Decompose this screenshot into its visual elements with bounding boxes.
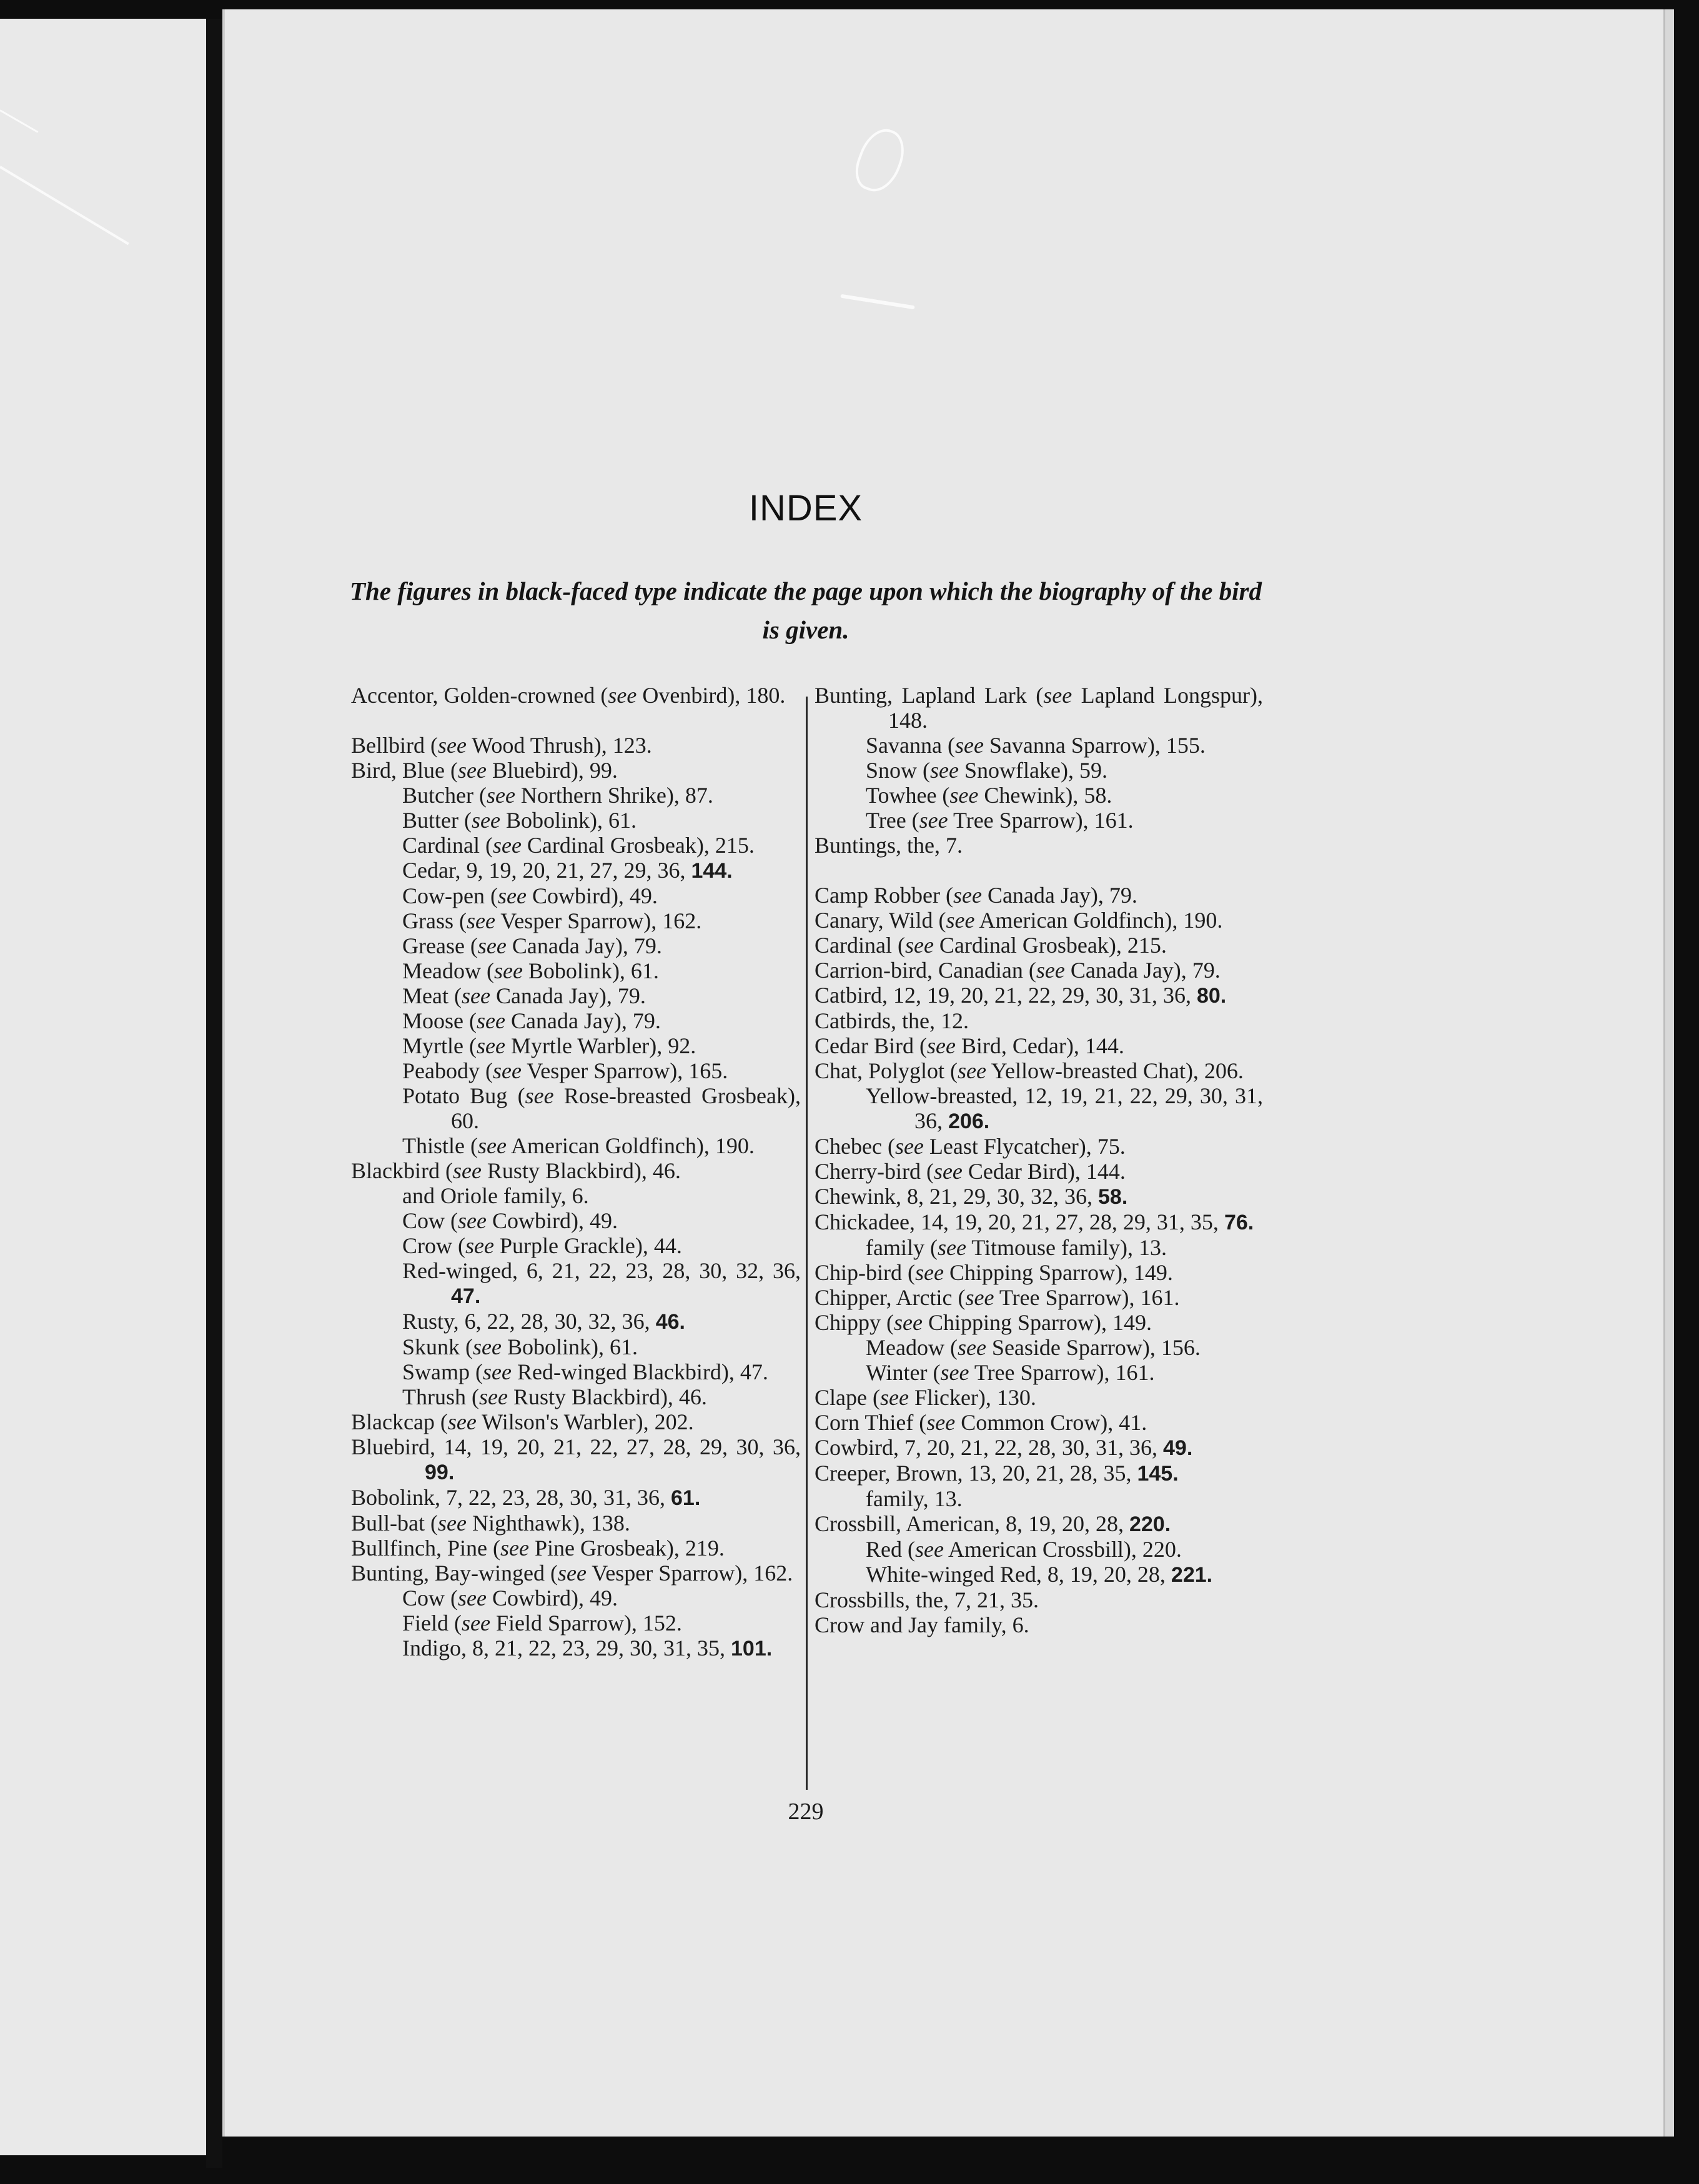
entry-text: Bird, Blue ( [351, 758, 458, 783]
entry-text: Savanna Sparrow), 155. [983, 733, 1206, 758]
entry-text: Field Sparrow), 152. [490, 1611, 682, 1636]
see-reference: see [473, 1334, 502, 1359]
index-subentry [351, 1133, 801, 1158]
see-reference: see [477, 1008, 505, 1033]
entry-text: White-winged Red, 8, 19, 20, 28, [866, 1562, 1171, 1587]
see-reference: see [478, 1384, 508, 1409]
entry-text: Cedar Bird), 144. [962, 1159, 1126, 1184]
entry-text: Bluebird, 14, 19, 20, 21, 22, 27, 28, 29, 30, 36, [351, 1434, 801, 1459]
index-subentry [351, 833, 801, 858]
facing-page [0, 19, 206, 2155]
index-subentry [815, 783, 1263, 808]
index-subentry [351, 1334, 801, 1359]
index-subentry [815, 808, 1263, 833]
entry-text: Common Crow), 41. [955, 1410, 1147, 1435]
index-entry [815, 1435, 1263, 1461]
index-subentry [351, 858, 801, 883]
see-reference: see [557, 1561, 587, 1586]
entry-text: Grease ( [402, 933, 478, 958]
see-reference: see [471, 808, 500, 833]
entry-text: Bobolink), 61. [500, 808, 637, 833]
index-subentry [815, 1537, 1263, 1562]
entry-text: Butcher ( [402, 783, 487, 808]
scan-scratch [0, 109, 38, 133]
see-reference: see [525, 1083, 554, 1108]
index-subentry [351, 1233, 801, 1258]
index-entry [815, 1033, 1263, 1058]
entry-text: Cardinal Grosbeak), 215. [521, 833, 755, 858]
index-subentry [351, 1384, 801, 1409]
entry-text: Indigo, 8, 21, 22, 23, 29, 30, 31, 35, [402, 1636, 731, 1660]
book-gutter [206, 19, 222, 2168]
index-subentry [351, 1258, 801, 1309]
entry-text: Canada Jay), 79. [1064, 958, 1221, 983]
entry-text: Peabody ( [402, 1058, 493, 1083]
entry-text: Field ( [402, 1611, 462, 1636]
entry-text: Cowbird, 7, 20, 21, 22, 28, 30, 31, 36, [815, 1435, 1163, 1460]
index-subentry [351, 883, 801, 908]
see-reference: see [953, 883, 982, 908]
entry-text: Red ( [866, 1537, 915, 1562]
entry-text: Crossbills, the, 7, 21, 35. [815, 1587, 1039, 1612]
entry-text: Red-winged, 6, 21, 22, 23, 28, 30, 32, 36, [402, 1258, 801, 1283]
entry-text: Blackcap ( [351, 1409, 448, 1434]
index-subentry [815, 758, 1263, 783]
index-entry [351, 1561, 801, 1586]
entry-text: Chebec ( [815, 1134, 895, 1159]
entry-text: Tree Sparrow), 161. [994, 1285, 1180, 1310]
index-subentry [351, 958, 801, 983]
entry-text: Bull-bat ( [351, 1511, 438, 1536]
page-number: 229 [788, 1799, 824, 1825]
entry-text: Corn Thief ( [815, 1410, 927, 1435]
entry-text: Canada Jay), 79. [490, 983, 646, 1008]
see-reference: see [926, 1410, 956, 1435]
see-reference: see [483, 1359, 512, 1384]
index-subentry [351, 933, 801, 958]
index-entry [815, 1285, 1263, 1310]
index-subentry [351, 983, 801, 1008]
index-note: The figures in black-faced type indicate the page upon which the biography of the bird is given. [350, 577, 1262, 644]
index-entry [815, 1612, 1263, 1637]
index-subentry [351, 808, 801, 833]
entry-text: Rusty, 6, 22, 28, 30, 32, 36, [402, 1309, 656, 1334]
see-reference: see [919, 808, 948, 833]
see-reference: see [904, 933, 934, 958]
see-reference: see [608, 683, 637, 708]
index-subentry [815, 1235, 1263, 1260]
see-reference: see [461, 983, 490, 1008]
see-reference: see [497, 883, 527, 908]
entry-text: Canada Jay), 79. [505, 1008, 661, 1033]
entry-text: Chewink), 58. [978, 783, 1112, 808]
entry-text: Meadow ( [866, 1335, 958, 1360]
entry-text: Cow ( [402, 1208, 458, 1233]
index-entry [351, 1485, 801, 1511]
index-subentry [351, 1611, 801, 1636]
entry-text: American Goldfinch), 190. [506, 1133, 755, 1158]
page-edge [1663, 9, 1674, 2137]
index-entry [815, 983, 1263, 1008]
see-reference: see [958, 1058, 986, 1083]
entry-text: family, 13. [866, 1486, 963, 1511]
index-entry [351, 1409, 801, 1434]
biography-page: 46. [655, 1310, 685, 1334]
entry-text: Winter ( [866, 1360, 941, 1385]
index-subentry [815, 1360, 1263, 1385]
entry-text: Cowbird), 49. [526, 883, 658, 908]
see-reference: see [957, 1335, 986, 1360]
entry-text: Chipper, Arctic ( [815, 1285, 966, 1310]
entry-text: Northern Shrike), 87. [515, 783, 713, 808]
index-subentry [351, 1058, 801, 1083]
see-reference: see [946, 908, 975, 933]
column-rule [806, 697, 808, 1790]
index-entry [815, 1058, 1263, 1083]
entry-text: Meat ( [402, 983, 462, 1008]
entry-text: Chipping Sparrow), 149. [943, 1260, 1173, 1285]
see-reference: see [940, 1360, 969, 1385]
entry-text: Bird, Cedar), 144. [955, 1033, 1124, 1058]
entry-text: Cardinal Grosbeak), 215. [933, 933, 1167, 958]
biography-page: 101. [731, 1637, 773, 1660]
see-reference: see [486, 783, 515, 808]
biography-page: 80. [1196, 984, 1227, 1008]
entry-text: Chat, Polyglot ( [815, 1058, 958, 1083]
index-subentry [351, 908, 801, 933]
index-entry [815, 1310, 1263, 1335]
entry-text: Pine Grosbeak), 219. [528, 1536, 725, 1561]
entry-text: Purple Grackle), 44. [493, 1233, 682, 1258]
see-reference: see [466, 908, 495, 933]
see-reference: see [458, 1586, 487, 1611]
index-columns [351, 683, 1263, 1789]
see-reference: see [933, 1159, 963, 1184]
see-reference: see [477, 1133, 507, 1158]
entry-text: Towhee ( [866, 783, 950, 808]
biography-page: 206. [948, 1109, 990, 1133]
entry-text: Thrush ( [402, 1384, 479, 1409]
index-entry [815, 1260, 1263, 1285]
entry-text: Snow ( [866, 758, 931, 783]
index-entry [815, 883, 1263, 908]
entry-text: and Oriole family, 6. [402, 1183, 589, 1208]
entry-text: Canary, Wild ( [815, 908, 946, 933]
entry-text: Rusty Blackbird), 46. [481, 1158, 681, 1183]
see-reference: see [452, 1158, 482, 1183]
entry-text: Rose-breasted Grosbeak), 60. [451, 1083, 801, 1133]
entry-text: Seaside Sparrow), 156. [986, 1335, 1201, 1360]
entry-text: Flicker), 130. [908, 1385, 1036, 1410]
entry-text: Cardinal ( [402, 833, 493, 858]
biography-page: 61. [671, 1486, 701, 1510]
entry-text: Savanna ( [866, 733, 955, 758]
entry-text: Cherry-bird ( [815, 1159, 934, 1184]
entry-text: Red-winged Blackbird), 47. [511, 1359, 768, 1384]
entry-text: Butter ( [402, 808, 472, 833]
entry-text: Myrtle ( [402, 1033, 477, 1058]
entry-text: Wood Thrush), 123. [466, 733, 652, 758]
entry-text: Chewink, 8, 21, 29, 30, 32, 36, [815, 1184, 1098, 1209]
entry-text: Grass ( [402, 908, 467, 933]
entry-text: Cedar, 9, 19, 20, 21, 27, 29, 36, [402, 858, 691, 883]
entry-text: Yellow-breasted, 12, 19, 21, 22, 29, 30, 31, 36, [866, 1083, 1263, 1133]
index-entry [815, 958, 1263, 983]
see-reference: see [437, 1511, 467, 1536]
see-reference: see [894, 1310, 923, 1335]
entry-text: Cowbird), 49. [486, 1208, 618, 1233]
see-reference: see [937, 1235, 966, 1260]
index-subentry [815, 1486, 1263, 1511]
entry-text: Tree Sparrow), 161. [969, 1360, 1155, 1385]
entry-text: Moose ( [402, 1008, 477, 1033]
index-entry [351, 1158, 801, 1183]
entry-text: Bluebird), 99. [486, 758, 618, 783]
entry-text: Myrtle Warbler), 92. [505, 1033, 696, 1058]
entry-text: Camp Robber ( [815, 883, 953, 908]
index-column-left [351, 683, 801, 1661]
entry-text: Least Flycatcher), 75. [923, 1134, 1126, 1159]
index-entry [815, 1587, 1263, 1612]
index-entry [815, 833, 1263, 858]
index-subentry [815, 1083, 1263, 1134]
entry-text: Chipping Sparrow), 149. [922, 1310, 1152, 1335]
entry-text: Bunting, Bay-winged ( [351, 1561, 558, 1586]
biography-page: 49. [1163, 1436, 1193, 1460]
index-entry [815, 933, 1263, 958]
index-entry [351, 683, 801, 708]
entry-text: Bobolink), 61. [501, 1334, 638, 1359]
entry-text: Snowflake), 59. [958, 758, 1107, 783]
entry-text: Meadow ( [402, 958, 494, 983]
index-subentry [351, 1008, 801, 1033]
index-entry [815, 1159, 1263, 1184]
entry-text: Bobolink, 7, 22, 23, 28, 30, 31, 36, [351, 1485, 671, 1510]
see-reference: see [949, 783, 979, 808]
index-entry [815, 1511, 1263, 1537]
see-reference: see [493, 958, 523, 983]
see-reference: see [447, 1409, 477, 1434]
entry-text: Chip-bird ( [815, 1260, 915, 1285]
index-subentry [351, 783, 801, 808]
entry-text: Ovenbird), 180. [637, 683, 786, 708]
entry-text: Tree Sparrow), 161. [948, 808, 1134, 833]
index-entry [351, 733, 801, 758]
entry-text: Creeper, Brown, 13, 20, 21, 28, 35, [815, 1461, 1137, 1486]
see-reference: see [1043, 683, 1072, 708]
index-entry [351, 1511, 801, 1536]
page-title: INDEX [748, 488, 863, 529]
see-reference: see [492, 1058, 522, 1083]
entry-text: Accentor, Golden-crowned ( [351, 683, 608, 708]
see-reference: see [458, 1208, 487, 1233]
see-reference: see [894, 1134, 924, 1159]
entry-text: Blackbird ( [351, 1158, 453, 1183]
entry-text: Crossbill, American, 8, 19, 20, 28, [815, 1511, 1129, 1536]
index-subentry [351, 1183, 801, 1208]
entry-text: Bellbird ( [351, 733, 438, 758]
biography-page: 58. [1098, 1185, 1128, 1209]
see-reference: see [965, 1285, 994, 1310]
entry-text: Tree ( [866, 808, 919, 833]
index-entry [815, 1209, 1263, 1235]
index-entry [815, 1385, 1263, 1410]
index-entry [815, 908, 1263, 933]
index-entry [815, 1184, 1263, 1209]
entry-text: Skunk ( [402, 1334, 473, 1359]
see-reference: see [954, 733, 984, 758]
entry-text: Lapland Longspur), 148. [888, 683, 1263, 733]
index-entry [815, 1461, 1263, 1486]
biography-page: 220. [1129, 1512, 1171, 1536]
biography-page: 99. [425, 1461, 455, 1484]
entry-text: Swamp ( [402, 1359, 483, 1384]
see-reference: see [465, 1233, 494, 1258]
index-subentry [351, 1309, 801, 1334]
see-reference: see [879, 1385, 909, 1410]
entry-text: Bullfinch, Pine ( [351, 1536, 500, 1561]
index-entry [351, 1434, 801, 1485]
see-reference: see [476, 1033, 505, 1058]
index-subentry [351, 1359, 801, 1384]
entry-text: Cowbird), 49. [486, 1586, 618, 1611]
see-reference: see [457, 758, 487, 783]
entry-text: Chickadee, 14, 19, 20, 21, 27, 28, 29, 31, 35, [815, 1209, 1224, 1234]
entry-text: Titmouse family), 13. [966, 1235, 1167, 1260]
entry-text: Yellow-breasted Chat), 206. [986, 1058, 1244, 1083]
index-subentry [351, 1208, 801, 1233]
scan-scratch [0, 166, 129, 245]
index-subentry [815, 733, 1263, 758]
biography-page: 76. [1224, 1211, 1254, 1234]
see-reference: see [500, 1536, 529, 1561]
entry-text: Buntings, the, 7. [815, 833, 963, 858]
biography-page: 47. [451, 1284, 481, 1308]
entry-text: Vesper Sparrow), 162. [586, 1561, 793, 1586]
entry-text: Carrion-bird, Canadian ( [815, 958, 1036, 983]
entry-text: American Crossbill), 220. [943, 1537, 1182, 1562]
entry-text: Nighthawk), 138. [466, 1511, 630, 1536]
entry-text: Cow-pen ( [402, 883, 498, 908]
entry-text: Bobolink), 61. [522, 958, 659, 983]
entry-text: Rusty Blackbird), 46. [507, 1384, 707, 1409]
see-reference: see [492, 833, 522, 858]
see-reference: see [914, 1537, 944, 1562]
entry-text: Crow and Jay family, 6. [815, 1612, 1029, 1637]
index-column-right [815, 683, 1263, 1637]
see-reference: see [477, 933, 507, 958]
entry-text: Vesper Sparrow), 165. [521, 1058, 728, 1083]
biography-page: 221. [1171, 1563, 1213, 1587]
index-subentry [351, 1586, 801, 1611]
entry-text: Cedar Bird ( [815, 1033, 927, 1058]
entry-text: Clape ( [815, 1385, 880, 1410]
see-reference: see [437, 733, 467, 758]
entry-text: family ( [866, 1235, 938, 1260]
index-subentry [351, 1636, 801, 1661]
entry-text: Canada Jay), 79. [506, 933, 662, 958]
entry-text: Catbirds, the, 12. [815, 1008, 969, 1033]
entry-text: Crow ( [402, 1233, 465, 1258]
index-subentry [815, 1562, 1263, 1587]
index-subentry [815, 1335, 1263, 1360]
index-entry [351, 1536, 801, 1561]
entry-text: Canada Jay), 79. [981, 883, 1137, 908]
see-reference: see [462, 1611, 490, 1636]
biography-page: 144. [691, 859, 733, 883]
index-entry [815, 683, 1263, 733]
entry-text: Potato Bug ( [402, 1083, 525, 1108]
see-reference: see [1036, 958, 1065, 983]
index-entry [815, 1008, 1263, 1033]
entry-text: American Goldfinch), 190. [974, 908, 1223, 933]
see-reference: see [926, 1033, 956, 1058]
entry-text: Cow ( [402, 1586, 458, 1611]
index-subentry [351, 1033, 801, 1058]
scan-mark [840, 294, 914, 310]
see-reference: see [930, 758, 959, 783]
entry-text: Vesper Sparrow), 162. [495, 908, 702, 933]
index-entry [815, 1410, 1263, 1435]
index-entry [815, 1134, 1263, 1159]
scan-mark [849, 122, 911, 197]
entry-text: Cardinal ( [815, 933, 905, 958]
entry-text: Chippy ( [815, 1310, 894, 1335]
entry-text: Catbird, 12, 19, 20, 21, 22, 29, 30, 31, 36, [815, 983, 1197, 1008]
biography-page: 145. [1137, 1462, 1179, 1486]
entry-text: Wilson's Warbler), 202. [476, 1409, 694, 1434]
index-subentry [351, 1083, 801, 1133]
index-entry [351, 758, 801, 783]
entry-text: Thistle ( [402, 1133, 478, 1158]
entry-text: Bunting, Lapland Lark ( [815, 683, 1044, 708]
see-reference: see [914, 1260, 944, 1285]
